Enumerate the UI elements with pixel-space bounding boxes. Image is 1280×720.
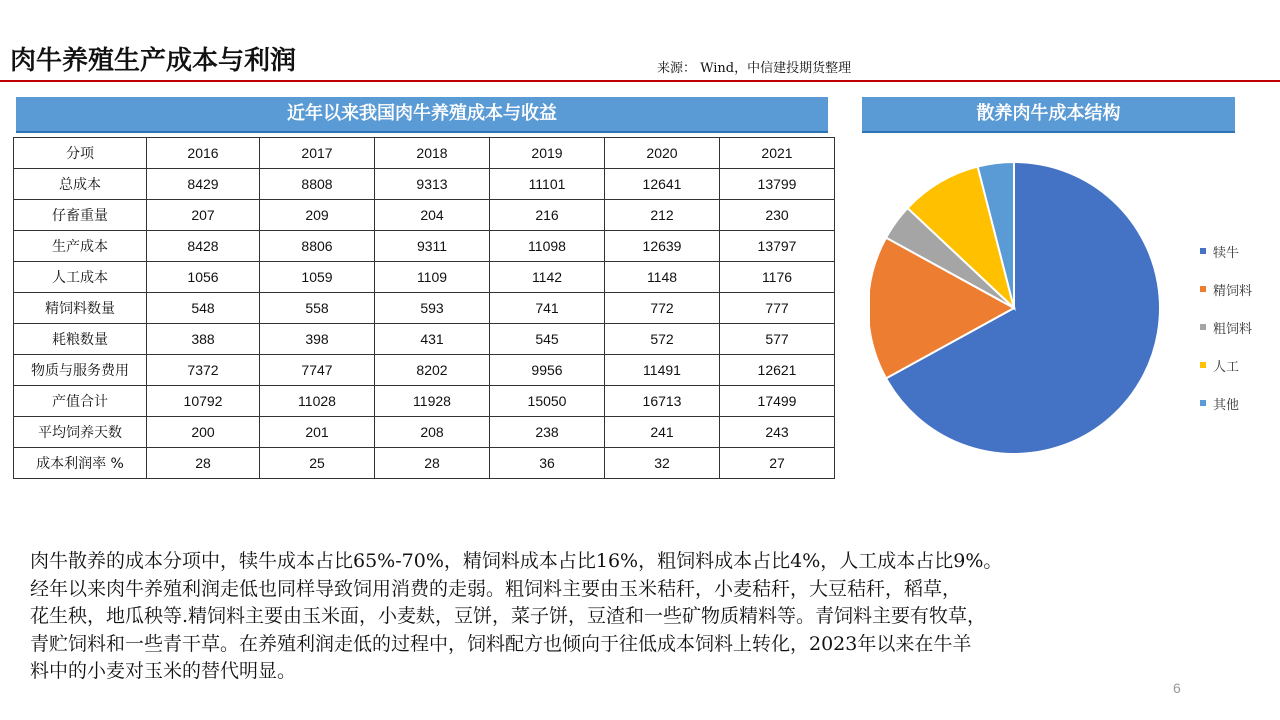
table-cell: 9313 (375, 169, 490, 200)
header-divider (0, 80, 1280, 82)
row-label-cell: 产值合计 (14, 386, 147, 417)
table-cell: 11491 (605, 355, 720, 386)
table-cell: 200 (147, 417, 260, 448)
table-cell: 204 (375, 200, 490, 231)
table-cell: 8202 (375, 355, 490, 386)
row-label-cell: 物质与服务费用 (14, 355, 147, 386)
page-title: 肉牛养殖生产成本与利润 (10, 46, 297, 76)
table-cell: 9956 (490, 355, 605, 386)
table-cell: 13799 (720, 169, 835, 200)
table-cell: 17499 (720, 386, 835, 417)
table-cell: 209 (260, 200, 375, 231)
table-cell: 7372 (147, 355, 260, 386)
table-row (14, 293, 835, 324)
table-row (14, 355, 835, 386)
column-header: 2018 (375, 138, 490, 169)
table-cell: 243 (720, 417, 835, 448)
table-cell: 8806 (260, 231, 375, 262)
table-cell: 11101 (490, 169, 605, 200)
table-cell: 1056 (147, 262, 260, 293)
legend-swatch (1200, 324, 1206, 330)
table-cell: 207 (147, 200, 260, 231)
body-line: 料中的小麦对玉米的替代明显。 (30, 660, 297, 682)
row-label-cell: 仔畜重量 (14, 200, 147, 231)
column-header: 2017 (260, 138, 375, 169)
legend-swatch (1200, 248, 1206, 254)
table-cell: 241 (605, 417, 720, 448)
table-cell: 36 (490, 448, 605, 479)
table-cell: 25 (260, 448, 375, 479)
table-cell: 548 (147, 293, 260, 324)
table-row (14, 262, 835, 293)
table-cell: 11928 (375, 386, 490, 417)
table-cell: 8429 (147, 169, 260, 200)
table-cell: 741 (490, 293, 605, 324)
table-cell: 230 (720, 200, 835, 231)
table-cell: 12639 (605, 231, 720, 262)
table-cell: 11098 (490, 231, 605, 262)
table-cell: 13797 (720, 231, 835, 262)
legend-label: 粗饲料 (1213, 321, 1253, 337)
table-cell: 777 (720, 293, 835, 324)
body-line: 肉牛散养的成本分项中，犊牛成本占比65%-70%，精饲料成本占比16%，粗饲料成本占比4%，人工成本占比9%。 (30, 550, 1003, 572)
table-cell: 238 (490, 417, 605, 448)
table-row (14, 417, 835, 448)
table-cell: 388 (147, 324, 260, 355)
table-row (14, 448, 835, 479)
table-cell: 1176 (720, 262, 835, 293)
legend-item (1200, 346, 1252, 384)
row-label-cell: 耗粮数量 (14, 324, 147, 355)
column-header: 分项 (14, 138, 147, 169)
table-cell: 28 (147, 448, 260, 479)
table-cell: 12641 (605, 169, 720, 200)
table-cell: 28 (375, 448, 490, 479)
table-cell: 1142 (490, 262, 605, 293)
table-header-row (14, 138, 835, 169)
source-note: 来源： Wind，中信建投期货整理 (657, 61, 852, 76)
cost-profit-table (13, 137, 835, 479)
table-title-banner: 近年以来我国肉牛养殖成本与收益 (16, 97, 828, 133)
page-number: 6 (1173, 680, 1181, 696)
table-cell: 572 (605, 324, 720, 355)
table-cell: 545 (490, 324, 605, 355)
table-cell: 27 (720, 448, 835, 479)
table-cell: 11028 (260, 386, 375, 417)
table-row (14, 324, 835, 355)
legend-label: 其他 (1213, 397, 1240, 413)
row-label-cell: 总成本 (14, 169, 147, 200)
table-row (14, 169, 835, 200)
legend-swatch (1200, 286, 1206, 292)
table-cell: 1109 (375, 262, 490, 293)
table-cell: 10792 (147, 386, 260, 417)
row-label-cell: 平均饲养天数 (14, 417, 147, 448)
legend-swatch (1200, 362, 1206, 368)
table-cell: 208 (375, 417, 490, 448)
legend-item (1200, 232, 1252, 270)
body-paragraph (30, 548, 1255, 686)
row-label-cell: 生产成本 (14, 231, 147, 262)
table-cell: 8808 (260, 169, 375, 200)
table-cell: 8428 (147, 231, 260, 262)
legend-item (1200, 270, 1252, 308)
table-cell: 772 (605, 293, 720, 324)
table-row (14, 231, 835, 262)
column-header: 2020 (605, 138, 720, 169)
table-cell: 15050 (490, 386, 605, 417)
legend-label: 精饲料 (1213, 283, 1253, 299)
row-label-cell: 精饲料数量 (14, 293, 147, 324)
table-cell: 32 (605, 448, 720, 479)
pie-legend (1200, 232, 1252, 422)
table-cell: 16713 (605, 386, 720, 417)
table-cell: 398 (260, 324, 375, 355)
column-header: 2019 (490, 138, 605, 169)
table-cell: 431 (375, 324, 490, 355)
body-line: 青贮饲料和一些青干草。在养殖利润走低的过程中，饲料配方也倾向于往低成本饲料上转化，2023年以来在牛羊 (30, 632, 972, 655)
table-cell: 212 (605, 200, 720, 231)
table-cell: 1148 (605, 262, 720, 293)
legend-item (1200, 308, 1252, 346)
legend-swatch (1200, 400, 1206, 406)
body-line: 花生秧，地瓜秧等.精饲料主要由玉米面，小麦麸，豆饼，菜子饼，豆渣和一些矿物质精料等。青饲料主要有牧草， (30, 605, 987, 627)
table-cell: 201 (260, 417, 375, 448)
table-cell: 216 (490, 200, 605, 231)
table-cell: 577 (720, 324, 835, 355)
table-cell: 7747 (260, 355, 375, 386)
legend-label: 犊牛 (1213, 245, 1240, 261)
pie-title-banner: 散养肉牛成本结构 (862, 97, 1235, 133)
legend-label: 人工 (1213, 359, 1240, 375)
row-label-cell: 成本利润率 % (14, 448, 147, 479)
column-header: 2021 (720, 138, 835, 169)
table-row (14, 200, 835, 231)
table-cell: 593 (375, 293, 490, 324)
table-cell: 558 (260, 293, 375, 324)
column-header: 2016 (147, 138, 260, 169)
legend-item (1200, 384, 1252, 422)
table-cell: 1059 (260, 262, 375, 293)
body-line: 经年以来肉牛养殖利润走低也同样导致饲用消费的走弱。粗饲料主要由玉米秸秆，小麦秸秆，大豆秸秆，稻草， (30, 577, 962, 600)
table-cell: 12621 (720, 355, 835, 386)
table-row (14, 386, 835, 417)
row-label-cell: 人工成本 (14, 262, 147, 293)
table-cell: 9311 (375, 231, 490, 262)
